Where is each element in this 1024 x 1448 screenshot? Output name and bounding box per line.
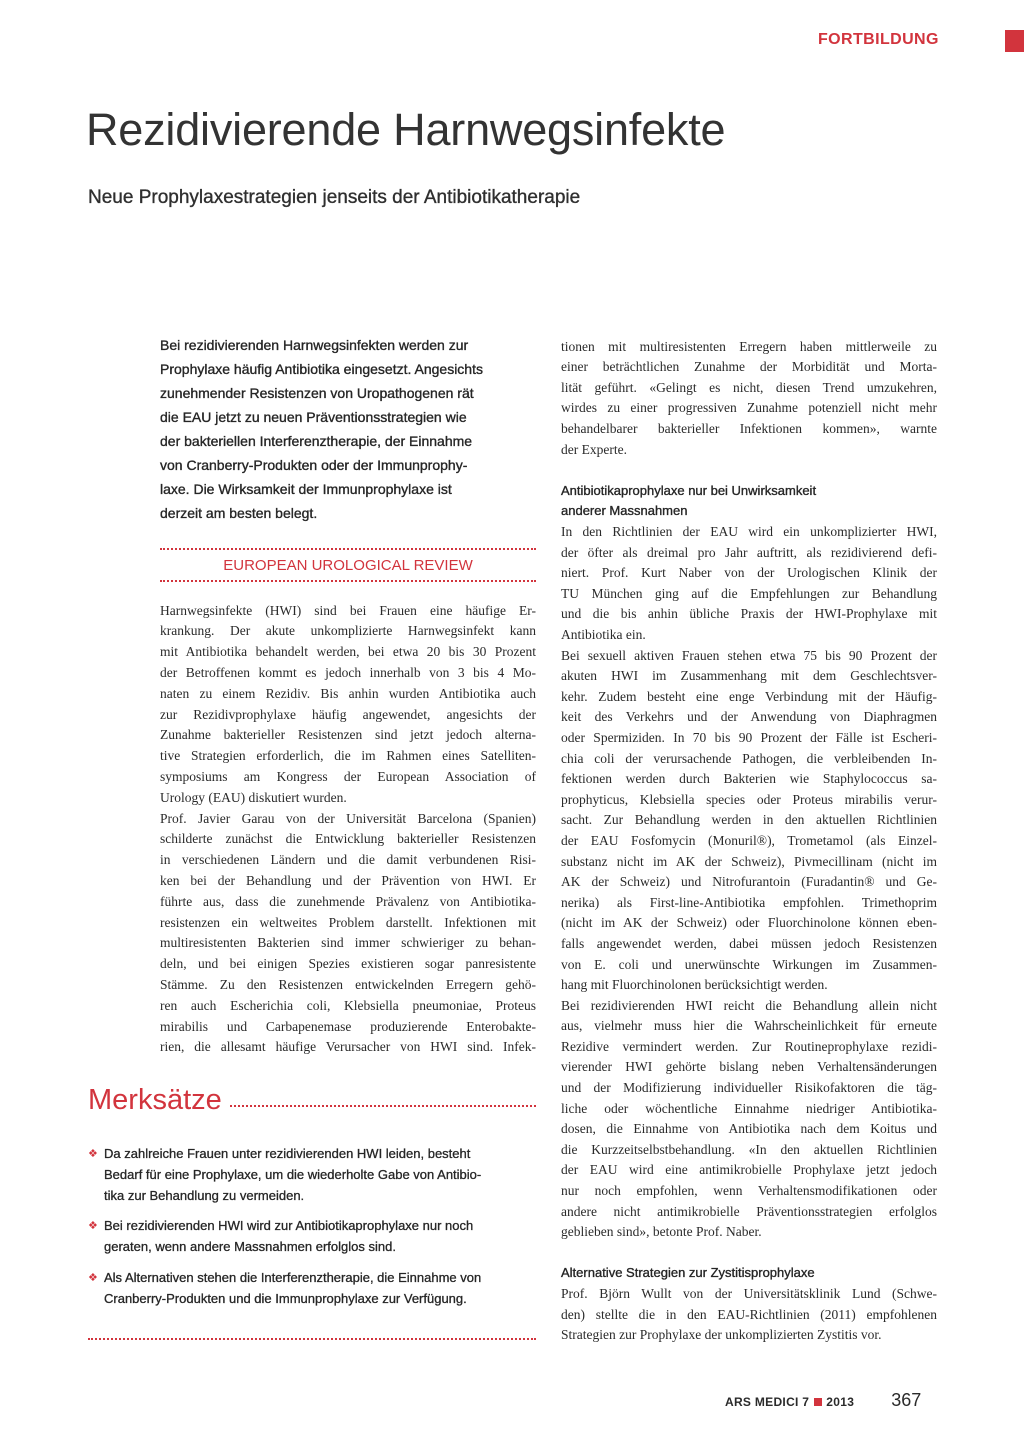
body-line: oder Spermiziden. In 70 bis 90 Prozent der Fälle ist Escheri- (561, 729, 937, 745)
merksaetze-item (88, 1215, 536, 1257)
body-line: behandelbarer bakterieller Infektionen kommen», warnte (561, 421, 937, 437)
merksaetze-list (88, 1143, 536, 1319)
intro-line: Prophylaxe häufig Antibiotika eingesetzt. Angesichts (160, 361, 483, 377)
body-line: dosen, die Einnahme von Antibiotika nach dem Koitus und (561, 1121, 937, 1137)
footer-square-icon (814, 1398, 822, 1406)
section-heading (561, 1263, 937, 1284)
intro-line: derzeit am besten belegt. (160, 505, 318, 521)
body-line: AK der Schweiz) und Nitrofurantoin (Furadantin® und Ge- (561, 874, 937, 890)
body-line: prophyticus, Klebsiella species oder Proteus mirabilis verur- (561, 791, 937, 807)
section-label: FORTBILDUNG (818, 31, 939, 48)
body-line: wirdes zu einer progressiven Zunahme potenziell nicht mehr (561, 400, 937, 416)
body-line: zur Rezidivprophylaxe häufig angewendet, angesichts der (160, 706, 536, 722)
diamond-bullet-icon: ❖ (88, 1146, 98, 1160)
merksaetze-header (88, 1083, 536, 1117)
body-line: symposiums am Kongress der European Association of (160, 768, 536, 784)
body-line: ren auch Escherichia coli, Klebsiella pneumoniae, Proteus (160, 997, 536, 1013)
right-column (561, 337, 937, 1346)
body-line: TU München ging auf die Empfehlungen zur Behandlung (561, 585, 937, 601)
body-line: Harnwegsinfekte (HWI) sind bei Frauen eine häufige Er- (160, 602, 536, 618)
body-line: deln, und bei einigen Spezies existieren sogar panresistente (160, 956, 536, 972)
divider (160, 548, 536, 550)
body-line: chia coli der verursachende Pathogen, die verbleibenden In- (561, 750, 937, 766)
body-line: aus, vielmehr muss hier die Wahrscheinlichkeit für erneute (561, 1018, 937, 1034)
body-line: von E. coli und unerwünschte Wirkungen im Zusammen- (561, 956, 937, 972)
intro-line: von Cranberry-Produkten oder der Immunprophy- (160, 457, 468, 473)
body-line: keit des Verkehrs und der Anwendung von Diaphragmen (561, 709, 937, 725)
paragraph (561, 1284, 937, 1346)
diamond-bullet-icon: ❖ (88, 1219, 98, 1232)
section-heading (561, 481, 937, 522)
merksaetze-item (88, 1143, 536, 1206)
body-line: der öfter als dreimal pro Jahr auftritt, als rezidivierend defi- (561, 544, 937, 560)
body-line: nerika) als First-line-Antibiotika empfohlen. Trimethoprim (561, 894, 937, 910)
body-line: tionen mit multiresistenten Erregern haben mittlerweile zu (561, 338, 937, 354)
intro-block (160, 333, 536, 525)
merksaetze-line: Da zahlreiche Frauen unter rezidivierenden HWI leiden, besteht (104, 1145, 471, 1161)
body-line: In den Richtlinien der EAU wird ein unkomplizierter HWI, (561, 524, 937, 540)
article-subtitle: Neue Prophylaxestrategien jenseits der Antibiotikatherapie (88, 187, 581, 208)
body-line: sacht. Zur Behandlung werden in den aktuellen Richtlinien (561, 812, 937, 828)
body-line: liche oder wöchentliche Einnahme niedriger Antibiotika- (561, 1100, 937, 1116)
body-line: Bei rezidivierenden HWI reicht die Behandlung allein nicht (561, 997, 937, 1013)
body-line: substanz nicht im AK der Schweiz), Pivmecillinam (nicht im (561, 853, 937, 869)
body-line: geblieben sind», betonte Prof. Naber. (561, 1224, 762, 1240)
body-line: schilderte zunächst die Entwicklung bakterieller Resistenzen (160, 831, 536, 847)
source-label: EUROPEAN UROLOGICAL REVIEW (223, 557, 473, 574)
page-number: 367 (891, 1390, 922, 1410)
intro-line: Bei rezidivierenden Harnwegsinfekten werden zur (160, 337, 469, 353)
paragraph (160, 601, 536, 809)
diamond-bullet-icon: ❖ (88, 1270, 98, 1284)
intro-line: laxe. Die Wirksamkeit der Immunprophylaxe ist (160, 481, 452, 497)
section-heading-line: Antibiotikaprophylaxe nur bei Unwirksamkeit (561, 482, 817, 498)
body-line: resistenzen ein weltweites Problem darstellt. Infektionen mit (160, 914, 536, 930)
body-line: tive Strategien erforderlich, die im Rahmen eines Satelliten- (160, 748, 536, 764)
merksaetze-line: tika zur Behandlung zu vermeiden. (104, 1187, 305, 1203)
body-line: lität geführt. «Gelingt es nicht, diesen Trend umzukehren, (561, 379, 937, 395)
left-column (160, 601, 536, 1059)
body-line: hang mit Fluorchinolonen berücksichtigt werden. (561, 977, 828, 993)
paragraph (561, 522, 937, 646)
intro-line: die EAU jetzt zu neuen Präventionsstrategien wie (160, 409, 467, 425)
body-line: falls angewendet werden, dabei müssen jedoch Resistenzen (561, 935, 937, 951)
body-line: andere nicht antimikrobielle Präventionsstrategien erfolglos (561, 1203, 937, 1219)
corner-marker (1005, 30, 1024, 52)
body-line: Prof. Björn Wullt von der Universitätsklinik Lund (Schwe- (561, 1286, 937, 1301)
body-line: nur noch empfohlen, wenn Verhaltensmodifikationen oder (561, 1183, 937, 1199)
article-title: Rezidivierende Harnwegsinfekte (86, 104, 726, 155)
footer (725, 1390, 921, 1414)
body-line: krankung. Der akute unkomplizierte Harnwegsinfekt kann (160, 623, 536, 639)
merksaetze-line: geraten, wenn andere Massnahmen erfolglos sind. (104, 1239, 396, 1254)
body-line: (nicht im AK der Schweiz) oder Fluorchinolone können eben- (561, 915, 937, 931)
footer-journal: ARS MEDICI 7 (725, 1395, 810, 1409)
body-line: die Kurzzeitselbstbehandlung. «In den aktuellen Richtlinien (561, 1141, 937, 1157)
body-line: führte aus, dass die zunehmende Prävalenz von Antibiotika- (160, 893, 536, 909)
body-line: in verschiedenen Ländern und die damit verbundenen Risi- (160, 852, 536, 868)
body-line: Stämme. Zu den Resistenzen entwickelnden Erregern gehö- (160, 976, 536, 992)
body-line: Antibiotika ein. (561, 627, 646, 642)
body-line: multiresistenten Bakterien sind immer schwieriger zu behan- (160, 935, 536, 951)
paragraph (561, 996, 937, 1243)
merksaetze-line: Bedarf für eine Prophylaxe, um die wiederholte Gabe von Antibio- (104, 1166, 482, 1182)
section-heading-line: Alternative Strategien zur Zystitisprophylaxe (561, 1265, 815, 1281)
body-line: der Betroffenen kommt es jedoch innerhalb von 3 bis 4 Mo- (160, 664, 536, 680)
body-line: Prof. Javier Garau von der Universität Barcelona (Spanien) (160, 810, 536, 826)
paragraph (561, 646, 937, 996)
section-heading-line: anderer Massnahmen (561, 503, 688, 519)
footer-year: 2013 (826, 1395, 855, 1409)
body-line: fektionen werden durch Bakterien wie Staphylococcus sa- (561, 771, 937, 787)
dotted-leader (230, 1105, 536, 1107)
intro-line: der bakteriellen Interferenztherapie, der Einnahme (160, 433, 473, 449)
paragraph (160, 809, 536, 1059)
intro-line: zunehmender Resistenzen von Uropathogenen rät (160, 385, 474, 401)
paragraph (561, 337, 937, 461)
body-line: rien, die allesamt häufige Verursacher von HWI sind. Infek- (160, 1039, 536, 1055)
body-line: niert. Prof. Kurt Naber von der Urologischen Klinik der (561, 565, 937, 581)
body-line: mirabilis und Carbapenemase produzierende Enterobakte- (160, 1018, 536, 1034)
body-line: Strategien zur Prophylaxe der unkomplizierten Zystitis vor. (561, 1327, 882, 1343)
body-line: den) stellte die in den EAU-Richtlinien (2011) empfohlenen (561, 1306, 937, 1322)
divider (160, 580, 536, 582)
merksaetze-heading: Merksätze (88, 1084, 222, 1116)
body-line: Rezidive vermindert werden. Zur Routineprophylaxe rezidi- (561, 1038, 937, 1054)
divider (88, 1338, 536, 1340)
body-line: naten zu einem Rezidiv. Bis anhin wurden Antibiotika auch (160, 685, 536, 701)
body-line: Bei sexuell aktiven Frauen stehen etwa 75 bis 90 Prozent der (561, 647, 937, 663)
body-line: mit Antibiotika behandelt werden, bei etwa 20 bis 30 Prozent (160, 644, 536, 660)
body-line: der EAU wird eine antimikrobielle Prophylaxe jetzt jedoch (561, 1162, 937, 1178)
body-line: kehr. Zudem besteht eine enge Verbindung mit der Häufig- (561, 688, 937, 704)
body-line: Zunahme bakterieller Resistenzen sind jetzt jedoch alterna- (160, 727, 536, 743)
body-line: vierender HWI gehörte bislang neben Verhaltensänderungen (561, 1059, 937, 1075)
body-line: der EAU Fosfomycin (Monuril®), Trometamol (als Einzel- (561, 832, 937, 848)
body-line: ken bei der Behandlung und der Prävention von HWI. Er (160, 872, 536, 888)
body-line: einer beträchtlichen Zunahme der Morbidität und Morta- (561, 359, 937, 375)
body-line: der Experte. (561, 441, 627, 457)
body-line: Urology (EAU) diskutiert wurden. (160, 789, 347, 805)
body-line: und die bis anhin übliche Praxis der HWI-Prophylaxe mit (561, 606, 937, 622)
merksaetze-line: Bei rezidivierenden HWI wird zur Antibiotikaprophylaxe nur noch (104, 1218, 474, 1233)
merksaetze-line: Cranberry-Produkten und die Immunprophylaxe zur Verfügung. (104, 1290, 467, 1306)
body-line: und der Modifizierung individueller Risikofaktoren die täg- (561, 1080, 937, 1096)
merksaetze-line: Als Alternativen stehen die Interferenztherapie, die Einnahme von (104, 1269, 482, 1285)
body-line: akuten HWI im Zusammenhang mit dem Geschlechtsver- (561, 668, 937, 684)
merksaetze-item (88, 1267, 536, 1309)
